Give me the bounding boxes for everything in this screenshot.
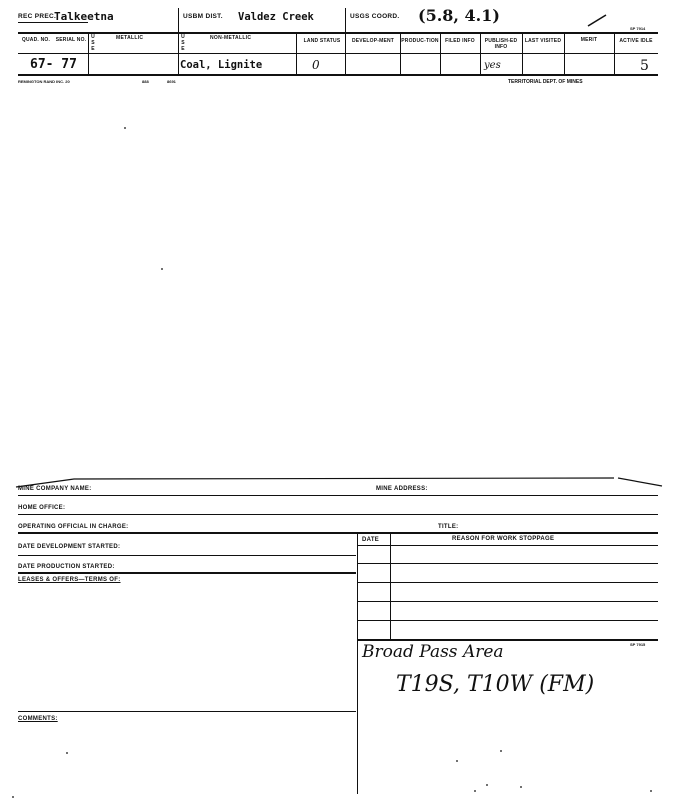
- nonmetallic-value: Coal, Lignite: [180, 59, 263, 71]
- card-top-edge: [14, 474, 664, 488]
- speck: [650, 790, 652, 792]
- col-quad: QUAD. NO.: [21, 37, 51, 43]
- usbm-dist-value: Valdez Creek: [238, 11, 314, 23]
- handwritten-township-note: T19S, T10W (FM): [396, 672, 595, 697]
- col-merit: MERIT: [580, 37, 598, 43]
- col-active-idle: ACTIVE IDLE: [619, 38, 653, 44]
- col-published-info: PUBLISH-ED INFO: [484, 38, 518, 50]
- published-value: yes: [484, 60, 501, 71]
- col-last-visited: LAST VISITED: [524, 38, 562, 44]
- mine-company-name-label: MINE COMPANY NAME:: [18, 486, 92, 492]
- bottom-form-number: SP 7915: [630, 642, 646, 647]
- speck: [12, 796, 14, 798]
- top-form-number: SP 7914: [630, 26, 646, 31]
- col-nonmetallic: NON-METALLIC: [210, 35, 252, 41]
- land-status-value: 0: [312, 58, 320, 72]
- col-use-nonmetallic: U S E: [181, 34, 185, 52]
- speck: [66, 752, 68, 754]
- col-production: PRODUC-TION: [401, 38, 439, 44]
- home-office-label: HOME OFFICE:: [18, 505, 66, 511]
- operating-official-label: OPERATING OFFICIAL IN CHARGE:: [18, 524, 129, 530]
- usgs-coord-value: (5.8, 4.1): [418, 6, 500, 25]
- quad-serial-value: 67- 77: [30, 57, 77, 72]
- leases-offers-label: LEASES & OFFERS—TERMS OF:: [18, 577, 121, 583]
- reason-column-header: REASON FOR WORK STOPPAGE: [452, 536, 555, 542]
- top-footer-code: 888: [142, 79, 149, 84]
- speck: [520, 786, 522, 788]
- speck: [500, 750, 502, 752]
- speck: [474, 790, 476, 792]
- active-idle-value: 5: [640, 58, 649, 74]
- handwritten-area-note: Broad Pass Area: [362, 642, 504, 662]
- date-development-label: DATE DEVELOPMENT STARTED:: [18, 544, 121, 550]
- col-filed-info: FILED INFO: [445, 38, 475, 44]
- usbm-dist-label: USBM DIST.: [183, 13, 223, 20]
- usgs-coord-label: USGS COORD.: [350, 13, 400, 20]
- title-label: TITLE:: [438, 524, 459, 530]
- speck: [486, 784, 488, 786]
- speck: [456, 760, 458, 762]
- speck: [124, 127, 126, 129]
- rec-prec-label: REC PREC.: [18, 13, 57, 20]
- top-footer-left: REMINGTON RAND INC. 20: [18, 79, 70, 84]
- col-metallic: METALLIC: [116, 35, 144, 41]
- speck: [161, 268, 163, 270]
- top-footer-code2: 8691: [167, 79, 176, 84]
- checkmark-icon: [586, 14, 608, 28]
- comments-label: COMMENTS:: [18, 716, 58, 722]
- col-development: DEVELOP-MENT: [351, 38, 395, 44]
- date-production-label: DATE PRODUCTION STARTED:: [18, 564, 115, 570]
- mine-address-label: MINE ADDRESS:: [376, 486, 428, 492]
- col-serial: SERIAL NO.: [55, 37, 87, 43]
- col-use-metallic: U S E: [91, 34, 95, 52]
- date-column-header: DATE: [362, 537, 380, 543]
- rec-prec-value: Talkeetna: [54, 10, 114, 23]
- top-footer-right: TERRITORIAL DEPT. OF MINES: [508, 79, 583, 85]
- col-land-status: LAND STATUS: [303, 38, 341, 44]
